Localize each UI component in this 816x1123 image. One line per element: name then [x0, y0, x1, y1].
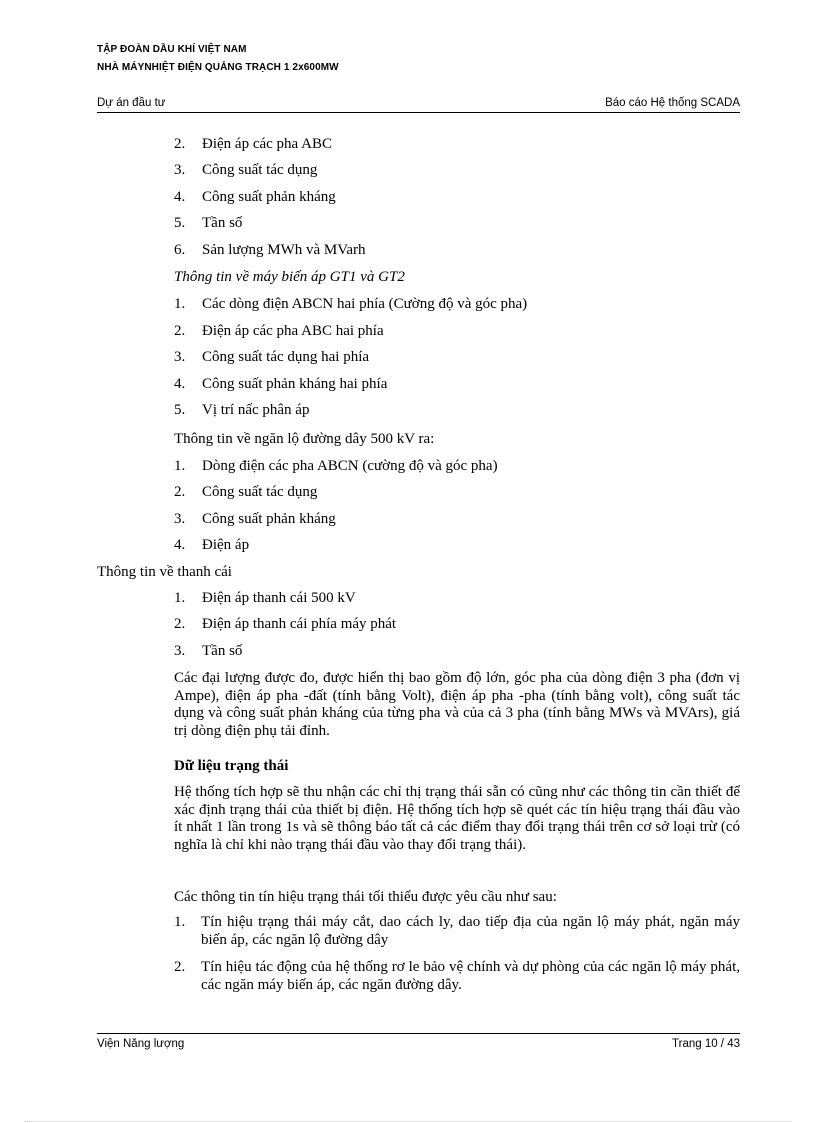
section-heading-status: Dữ liệu trạng thái [174, 758, 289, 774]
page-edge-divider [24, 1121, 792, 1122]
section-heading-busbar: Thông tin về thanh cái [97, 564, 232, 580]
list-item: 1. Điện áp thanh cái 500 kV [174, 590, 356, 606]
list-item: 3. Công suất tác dụng hai phía [174, 349, 370, 365]
header-project: Dự án đầu tư [97, 97, 166, 109]
page-number: Trang 10 / 43 [672, 1038, 740, 1050]
list-item: 2. Điện áp thanh cái phía máy phát [174, 616, 397, 632]
list-item: 2. Điện áp các pha ABC [174, 136, 332, 152]
list-item: 3. Công suất tác dụng [174, 162, 318, 178]
list-item: 5. Vị trí nấc phân áp [174, 402, 310, 418]
list-item: 5. Tần số [174, 215, 243, 231]
list-item: 4. Công suất phản kháng [174, 189, 336, 205]
list-item: 3. Tần số [174, 643, 243, 659]
list-item: 6. Sản lượng MWh và MVarh [174, 242, 366, 258]
section-heading-transformer: Thông tin về máy biến áp GT1 và GT2 [174, 269, 405, 285]
list-item: 1. Tín hiệu trạng thái máy cắt, dao cách ly, dao tiếp địa của ngăn lộ máy phát, ngăn máy biến áp, các ngăn lộ đường dây [174, 914, 740, 948]
header-report-title: Báo cáo Hệ thống SCADA [605, 97, 740, 109]
list-item: 2. Điện áp các pha ABC hai phía [174, 323, 384, 339]
measurement-paragraph: Các đại lượng được đo, được hiển thị bao gồm độ lớn, góc pha của dòng điện 3 pha (đơn vị Ampe), điện áp pha -đất (tính bằng Volt), điện áp pha -pha (tính bằng volt), công suất tác dụng và công suất phản kháng của từng pha và của cả 3 pha (tính bằng MWs và MVArs), giá trị dòng điện phụ tải đỉnh. [174, 670, 740, 739]
list-item: 4. Điện áp [174, 537, 250, 553]
signals-intro: Các thông tin tín hiệu trạng thái tối thiểu được yêu cầu như sau: [174, 889, 557, 905]
list-item: 2. Công suất tác dụng [174, 484, 318, 500]
list-item: 4. Công suất phản kháng hai phía [174, 376, 388, 392]
list-item: 2. Tín hiệu tác động của hệ thống rơ le bảo vệ chính và dự phòng của các ngăn lộ máy phát, các ngăn máy biến áp, các ngăn đường dây. [174, 959, 740, 993]
plant-name: NHÀ MÁYNHIỆT ĐIỆN QUẢNG TRẠCH 1 2x600MW [97, 62, 339, 73]
section-heading-line-bay: Thông tin về ngăn lộ đường dây 500 kV ra: [174, 431, 435, 447]
page-footer [97, 1033, 740, 1052]
list-item: 3. Công suất phản kháng [174, 511, 336, 527]
organization-name: TẬP ĐOÀN DẦU KHÍ VIỆT NAM [97, 44, 247, 55]
status-paragraph: Hệ thống tích hợp sẽ thu nhận các chỉ thị trạng thái sẵn có cũng như các thông tin cần thiết để xác định trạng thái của thiết bị điện. Hệ thống tích hợp sẽ quét các tín hiệu trạng thái đầu vào ít nhất 1 lần trong 1s và sẽ thông báo tất cả các điểm thay đổi trạng thái trên cơ sở loại trừ (có nghĩa là chỉ khi nào trạng thái đầu vào thay đổi trạng thái). [174, 784, 740, 853]
list-item: 1. Dòng điện các pha ABCN (cường độ và góc pha) [174, 458, 498, 474]
footer-institute: Viện Năng lượng [97, 1038, 185, 1050]
list-item: 1. Các dòng điện ABCN hai phía (Cường độ và góc pha) [174, 296, 528, 312]
running-header [97, 96, 740, 113]
